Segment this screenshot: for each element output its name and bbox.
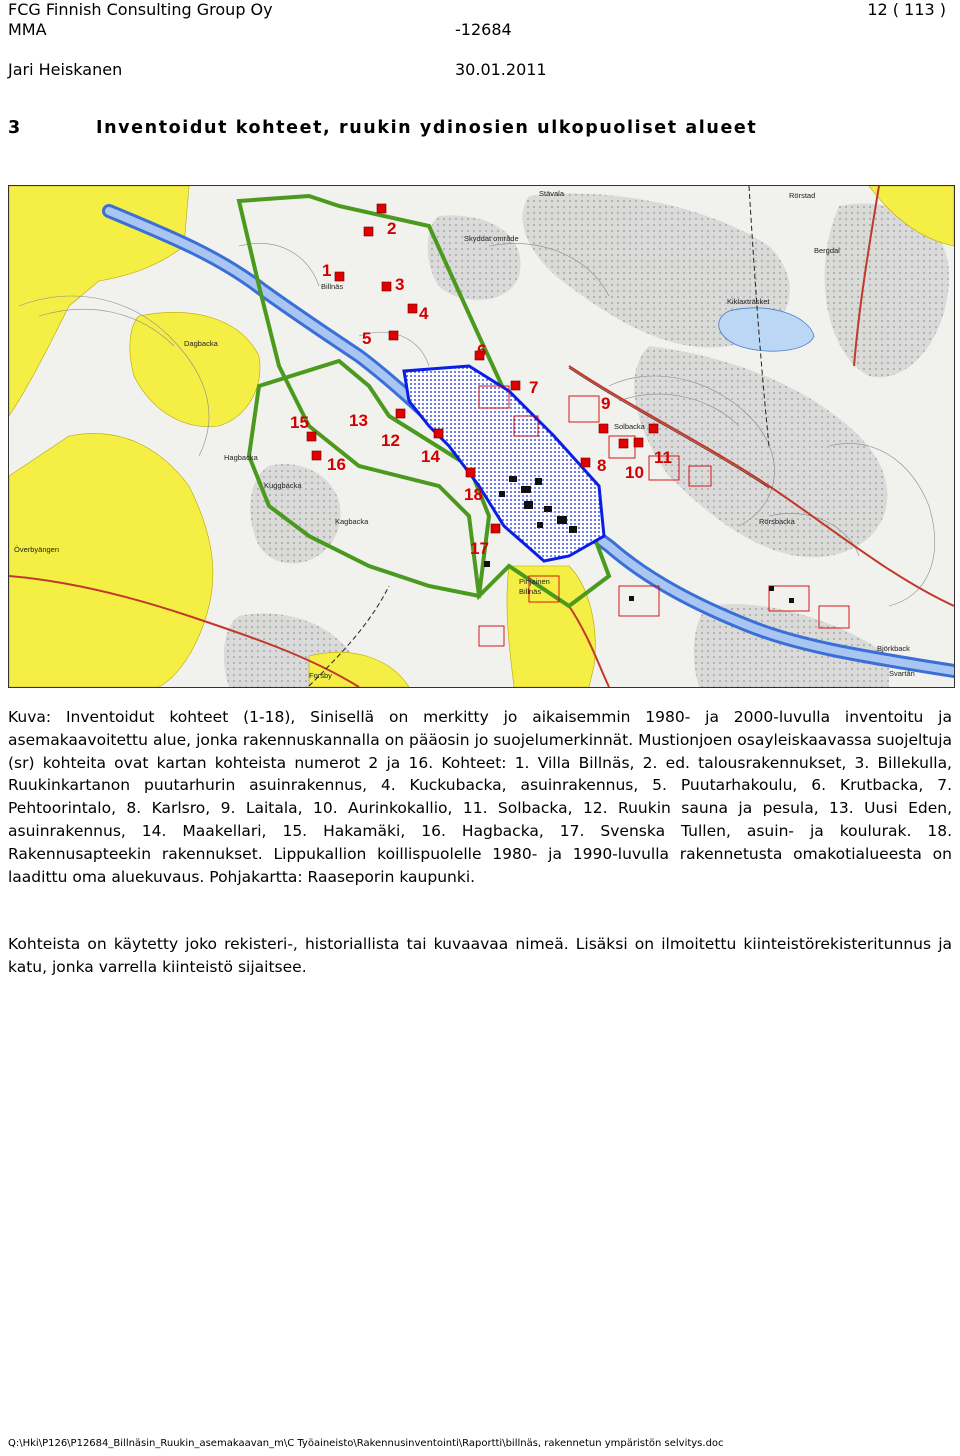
place-name: Kiklaxträsket <box>727 297 770 306</box>
marker-label: 17 <box>470 539 489 558</box>
author-name: Jari Heiskanen <box>8 60 123 79</box>
place-name: Rörstad <box>789 191 816 200</box>
place-name: Hagbacka <box>224 453 258 462</box>
marker-label: 2 <box>387 219 397 238</box>
place-name: Solbacka <box>614 422 645 431</box>
marker-label: 11 <box>654 448 672 467</box>
marker-label: 13 <box>349 411 368 430</box>
section-heading <box>8 118 757 138</box>
project-number: -12684 <box>455 20 512 39</box>
place-name: Skyddat område <box>464 234 519 243</box>
section-number: 3 <box>8 118 22 138</box>
marker-label: 9 <box>601 394 611 413</box>
place-name: Billnäs <box>519 587 542 596</box>
document-date: 30.01.2011 <box>455 60 547 79</box>
map-figure <box>8 185 955 688</box>
place-name: Billnäs <box>321 282 344 291</box>
marker-label: 18 <box>464 485 483 504</box>
marker-label: 7 <box>529 378 539 397</box>
marker-label: 14 <box>421 447 440 466</box>
place-name: Överbyängen <box>14 545 60 554</box>
footer-file-path: Q:\Hki\P126\P12684_Billnäsin_Ruukin_asemakaavan_m\C Työaineisto\Rakennusinventointi\Raportti\billnäs, rakennetun ympäristön selvitys.doc <box>8 1438 724 1449</box>
map-canvas <box>9 186 954 687</box>
marker-label: 16 <box>327 455 346 474</box>
marker-label: 4 <box>419 304 429 323</box>
figure-caption: Kuva: Inventoidut kohteet (1-18), Sinisellä on merkitty jo aikaisemmin 1980- ja 2000-luvulla inventoitu ja asemakaavoitettu alue, jonka rakennuskannalla on pääosin jo suojelumerkinnät. Mustionjoen osayleiskaavassa suojeltuja (sr) kohteita ovat kartan kohteista numerot 2 ja 16. Kohteet: 1. Villa Billnäs, 2. ed. talousrakennukset, 3. Billekulla, Ruukinkartanon puutarhurin asuinrakennus, 4. Kuckubacka, asuinrakennus, 5. Puutarhakoulu, 6. Krutbacka, 7. Pehtoorintalo, 8. Karlsro, 9. Laitala, 10. Aurinkokallio, 11. Solbacka, 12. Ruukin sauna ja pesula, 13. Uusi Eden, asuinrakennus, 14. Maakellari, 15. Hakamäki, 16. Hagbacka, 17. Svenska Tullen, asuin- ja koulurak. 18. Rakennusapteekin rakennukset. Lippukallion koillispuolelle 1980- ja 1990-luvulla rakennetusta omakotialueesta on laadittu oma aluekuvaus. Pohjakartta: Raaseporin kaupunki. <box>8 708 952 886</box>
marker-label: 5 <box>362 329 372 348</box>
place-name: Stävala <box>539 189 565 198</box>
marker-label: 6 <box>477 341 487 360</box>
place-name: Kuggbacka <box>264 481 302 490</box>
marker-label: 1 <box>322 261 332 280</box>
marker-label: 10 <box>625 463 644 482</box>
place-name: Kagbacka <box>335 517 369 526</box>
place-name: Forsby <box>309 671 332 680</box>
place-name: Rörsbacka <box>759 517 795 526</box>
marker-label: 3 <box>395 275 405 294</box>
marker-label: 8 <box>597 456 607 475</box>
place-name: Pinjainen <box>519 577 550 586</box>
marker-label: 15 <box>290 413 309 432</box>
place-name: Svartån <box>889 669 915 678</box>
place-name: Björkback <box>877 644 910 653</box>
company-name: FCG Finnish Consulting Group Oy <box>8 0 273 19</box>
marker-label: 12 <box>381 431 400 450</box>
section-title: Inventoidut kohteet, ruukin ydinosien ulkopuoliset alueet <box>96 118 758 138</box>
body-paragraph: Kohteista on käytetty joko rekisteri-, historiallista tai kuvaavaa nimeä. Lisäksi on ilmoitettu kiinteistörekisteritunnus ja katu, jonka varrella kiinteistö sijaitsee. <box>8 935 952 976</box>
place-name: Bergdal <box>814 246 840 255</box>
client-name: MMA <box>8 20 47 39</box>
place-name: Dagbacka <box>184 339 218 348</box>
page-indicator: 12 ( 113 ) <box>867 0 946 19</box>
